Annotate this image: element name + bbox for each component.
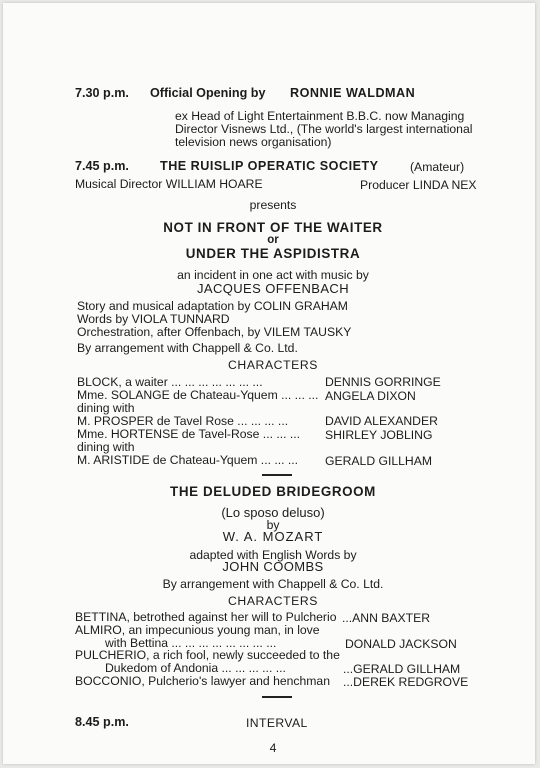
cast-actor: DAVID ALEXANDER [325, 414, 438, 428]
play2-adapted: adapted with English Words by [189, 548, 357, 562]
cast-line: BETTINA, betrothed against her will to Pulcherio [75, 610, 337, 624]
society-note: (Amateur) [410, 160, 465, 174]
interval-label: INTERVAL [246, 716, 308, 730]
play2-alt-title: (Lo sposo deluso) [221, 505, 325, 520]
cast-actor: ANGELA DIXON [325, 389, 416, 403]
play1-credit-1: Story and musical adaptation by COLIN GRAHAM [77, 299, 348, 313]
cast-line: PULCHERIO, a rich fool, newly succeeded to the [75, 648, 340, 662]
opening-heading: Official Opening by [150, 86, 266, 100]
cast-actor: ...ANN BAXTER [342, 611, 431, 625]
play1-composer: JACQUES OFFENBACH [197, 281, 349, 296]
cast-actor: ...DEREK REDGROVE [343, 675, 469, 689]
play1-credit-2: Words by VIOLA TUNNARD [77, 312, 230, 326]
cast-line: Dukedom of Andonia ... ... ... ... ... [105, 661, 286, 675]
play2-composer: W. A. MOZART [222, 529, 324, 544]
divider [262, 474, 292, 476]
play1-credit-3: Orchestration, after Offenbach, by VILEM TAUSKY [77, 325, 352, 339]
divider [262, 696, 292, 698]
cast-actor: SHIRLEY JOBLING [325, 428, 433, 442]
cast-actor: DENNIS GORRINGE [325, 375, 441, 389]
page-number: 4 [269, 741, 277, 755]
society-time: 7.45 p.m. [75, 159, 129, 173]
play1-or: or [267, 234, 279, 246]
cast-role: M. ARISTIDE de Chateau-Yquem ... ... ... [77, 453, 299, 467]
musical-director: Musical Director WILLIAM HOARE [75, 177, 263, 191]
presents-label: presents [249, 198, 297, 212]
play2-title: THE DELUDED BRIDEGROOM [170, 484, 376, 499]
cast-role: dining with [77, 401, 135, 415]
cast-role: M. PROSPER de Tavel Rose ... ... ... ... [77, 414, 289, 428]
play2-characters-heading: CHARACTERS [228, 594, 318, 608]
programme-page [3, 3, 535, 764]
play2-arrangement: By arrangement with Chappell & Co. Ltd. [162, 577, 384, 591]
cast-role: BLOCK, a waiter ... ... ... ... ... ... ... [77, 375, 263, 389]
opening-desc-line-2: Director Visnews Ltd., (The world's largest international [175, 122, 473, 136]
cast-actor: ...GERALD GILLHAM [343, 662, 461, 676]
cast-line: with Bettina ... ... ... ... ... ... ... ... [105, 636, 277, 650]
opening-time: 7.30 p.m. [75, 86, 129, 100]
producer: Producer LINDA NEX [360, 178, 477, 192]
opening-name: RONNIE WALDMAN [290, 86, 416, 100]
cast-role: dining with [77, 440, 135, 454]
cast-role: Mme. SOLANGE de Chateau-Yquem ... ... ... [77, 388, 319, 402]
cast-line: ALMIRO, an impecunious young man, in love [75, 623, 320, 637]
play1-arrangement: By arrangement with Chappell & Co. Ltd. [77, 341, 298, 355]
cast-actor: DONALD JACKSON [345, 637, 457, 651]
cast-line: BOCCONIO, Pulcherio's lawyer and henchman [75, 674, 330, 688]
play1-subtitle: an incident in one act with music by [177, 268, 369, 282]
play1-alt-title: UNDER THE ASPIDISTRA [185, 246, 361, 261]
play1-characters-heading: CHARACTERS [228, 358, 318, 372]
opening-desc-line-1: ex Head of Light Entertainment B.B.C. now Managing [175, 109, 465, 123]
cast-actor: GERALD GILLHAM [325, 454, 433, 468]
opening-desc-line-3: television news organisation) [175, 135, 332, 149]
interval-time: 8.45 p.m. [75, 715, 129, 729]
play2-adapter: JOHN COOMBS [222, 559, 324, 574]
cast-role: Mme. HORTENSE de Tavel-Rose ... ... ... [77, 427, 301, 441]
play1-title: NOT IN FRONT OF THE WAITER [163, 220, 383, 235]
play2-by: by [266, 518, 280, 532]
society-name: THE RUISLIP OPERATIC SOCIETY [160, 159, 379, 173]
